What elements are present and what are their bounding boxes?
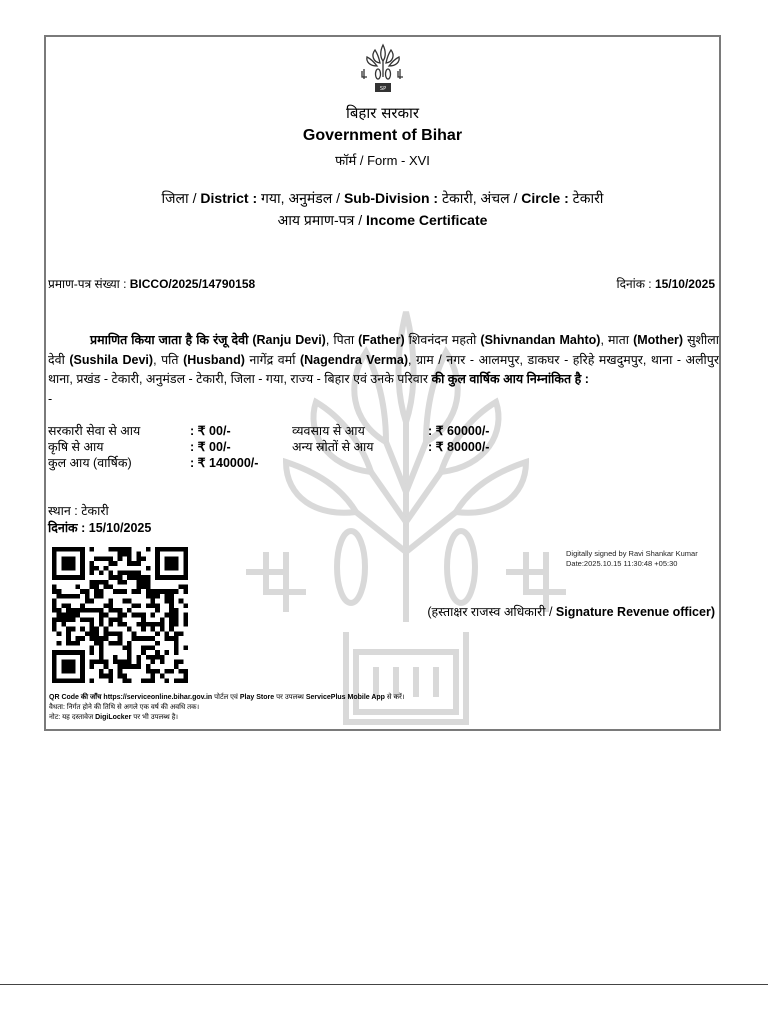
- other-sources-value: : ₹ 80000/-: [428, 440, 490, 454]
- form-number: फॉर्म / Form - XVI: [335, 153, 430, 168]
- agriculture-value: : ₹ 00/-: [190, 440, 231, 454]
- certificate-number: प्रमाण-पत्र संख्या : BICCO/2025/14790158: [48, 277, 256, 291]
- digital-signature-stamp: Digitally signed by Ravi Shankar Kumar Date:2025.10.15 11:30:48 +05:30: [566, 549, 698, 568]
- other-sources-label: अन्य स्रोतों से आय: [292, 440, 374, 454]
- bihar-emblem-logo: [356, 41, 410, 97]
- place-line: स्थान : टेकारी: [48, 504, 109, 518]
- page-bottom-rule: [0, 984, 768, 985]
- hindi-title: बिहार सरकार: [345, 104, 420, 122]
- govt-service-value: : ₹ 00/-: [190, 424, 231, 438]
- place-date-block: [48, 503, 151, 537]
- qr-code[interactable]: [52, 544, 188, 686]
- issue-date: दिनांक : 15/10/2025: [616, 277, 715, 291]
- digilocker-note: नोट: यह दस्तावेज DigiLocker पर भी उपलब्ध है।: [49, 714, 179, 721]
- total-income-value: : ₹ 140000/-: [190, 456, 259, 470]
- total-income-label: कुल आय (वार्षिक): [48, 456, 132, 470]
- jurisdiction-line: जिला / District : गया, अनुमंडल / Sub-Division : टेकारी, अंचल / Circle : टेकारी: [161, 190, 604, 206]
- agriculture-label: कृषि से आय: [48, 440, 104, 454]
- qr-verification-note: QR Code की जाँच https://serviceonline.bihar.gov.in पोर्टल एवं Play Store पर उपलब्ध ServicePlus Mobile App से करें।: [49, 694, 405, 701]
- english-title: Government of Bihar: [302, 127, 463, 144]
- svg-text:SP: SP: [379, 86, 387, 92]
- business-value: : ₹ 60000/-: [428, 424, 490, 438]
- validity-note: वैधता: निर्गत होने की तिथि से अगले एक वर्ष की अवधि तक।: [49, 704, 200, 711]
- certificate-type: आय प्रमाण-पत्र / Income Certificate: [277, 212, 488, 228]
- footer-notes: [49, 693, 404, 723]
- place-date-line: दिनांक : 15/10/2025: [48, 521, 152, 535]
- certificate-body: प्रमाणित किया जाता है कि रंजू देवी (Ranju Devi), पिता (Father) शिवनंदन महतो (Shivnandan Mahto), माता (Mother) सुशीला देवी (Sushila Devi), पति (Husband) नागेंद्र वर्मा (Nagendra Verma), ग्राम / नगर - आलमपुर, डाकघर - हरिहे मखदुमपुर, थाना - अलीपुर थाना, प्रखंड - टेकारी, अनुमंडल - टेकारी, जिला - गया, राज्य - बिहार एवं उनके परिवार की कुल वार्षिक आय निम्नांकित है : -: [48, 333, 719, 406]
- signature-line: (हस्ताक्षर राजस्व अधिकारी / Signature Revenue officer): [427, 605, 715, 619]
- govt-service-label: सरकारी सेवा से आय: [48, 424, 141, 438]
- certificate-frame: [44, 35, 721, 731]
- business-label: व्यवसाय से आय: [292, 424, 365, 438]
